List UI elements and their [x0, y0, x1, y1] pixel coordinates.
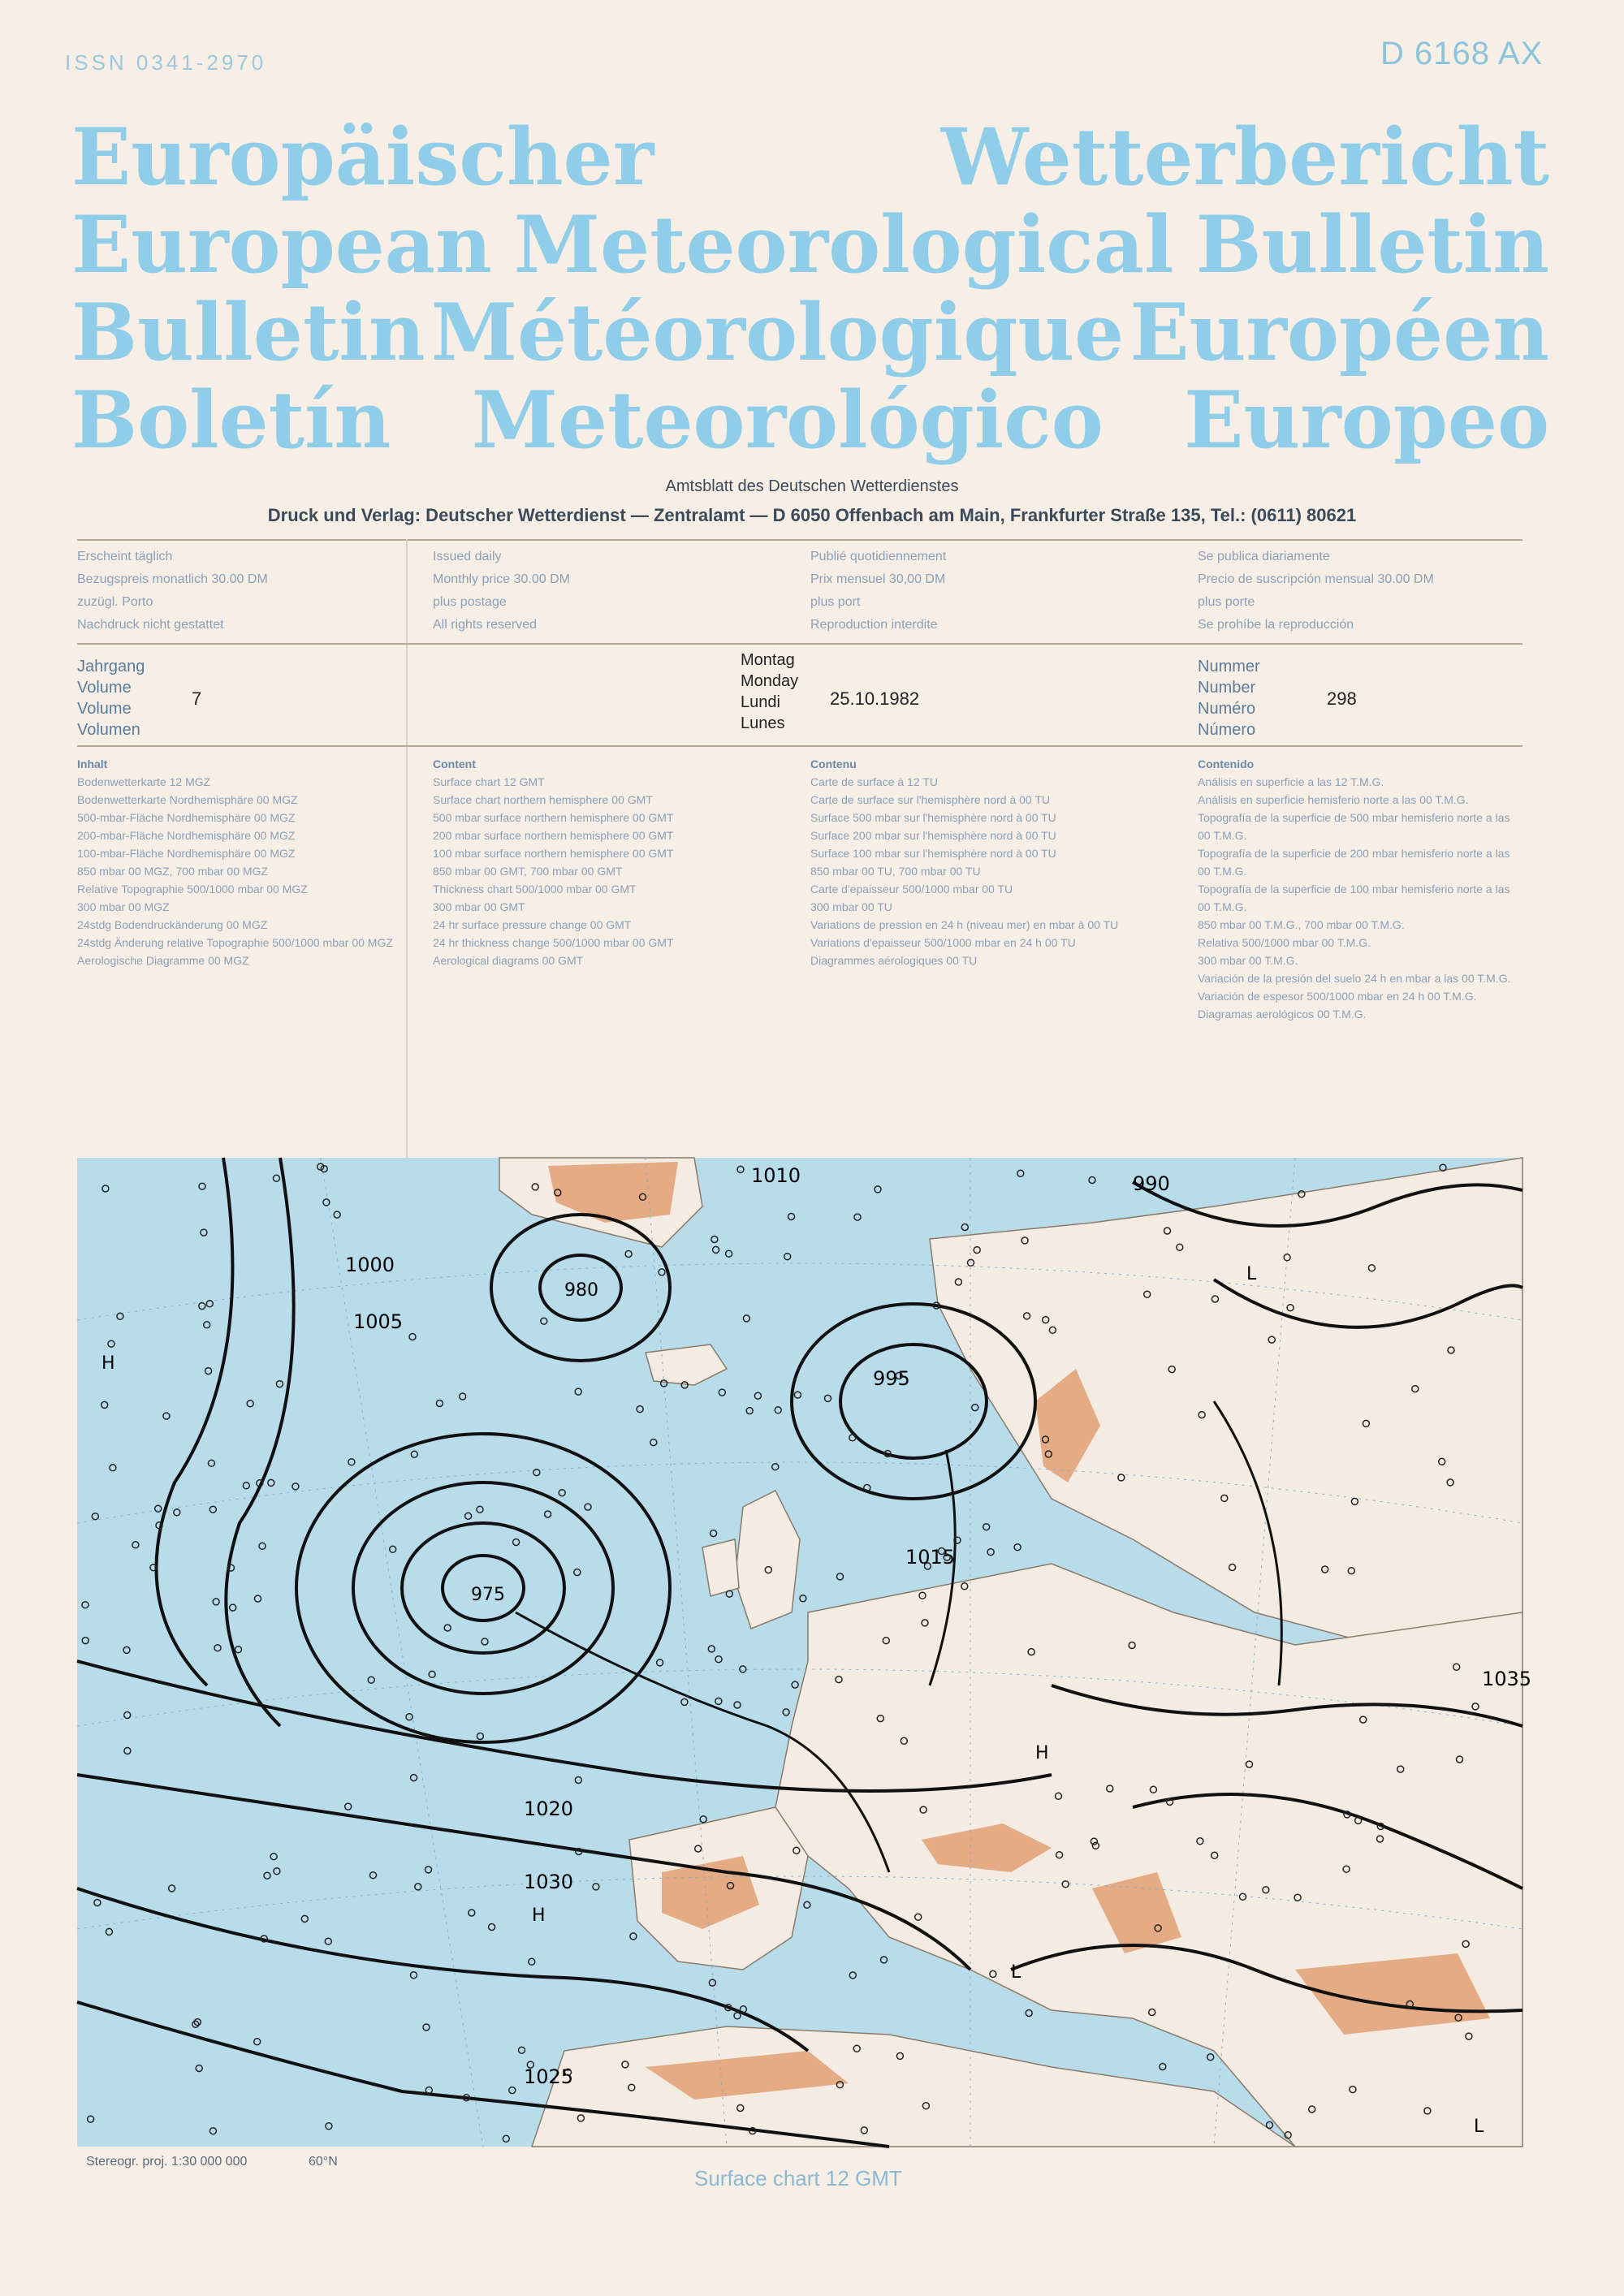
divider	[77, 745, 1522, 747]
station-marker	[987, 1549, 994, 1556]
station-marker	[276, 1381, 283, 1388]
isobar-label: 1025	[524, 2065, 574, 2088]
contents-item: Aerological diagrams 00 GMT	[433, 954, 584, 967]
isobar-label: 980	[564, 1280, 598, 1301]
station-marker	[541, 1318, 547, 1324]
station-marker	[199, 1303, 205, 1310]
station-marker	[513, 1539, 520, 1546]
station-marker	[737, 1166, 744, 1172]
projection-note: Stereogr. proj. 1:30 000 000	[86, 2155, 248, 2169]
contents-item: Variations d'epaisseur 500/1000 mbar en 24 h 00 TU	[810, 936, 1076, 949]
title-word: Européen	[1129, 287, 1549, 378]
sub-line: plus postage	[433, 595, 507, 609]
contents-item: Bodenwetterkarte 12 MGZ	[77, 775, 211, 788]
station-marker	[746, 1408, 753, 1414]
title-word: Wetterbericht	[940, 111, 1549, 203]
contents-fr	[810, 755, 1168, 969]
station-marker	[425, 1867, 432, 1873]
station-marker	[709, 1979, 715, 1986]
high-center: H	[102, 1353, 115, 1374]
isobar-label: 990	[1133, 1172, 1170, 1195]
contents-item: Carte d'epaisseur 500/1000 mbar 00 TU	[810, 883, 1013, 896]
ireland-land	[702, 1539, 739, 1596]
map-caption: Surface chart 12 GMT	[694, 2166, 902, 2190]
sub-line: Bezugspreis monatlich 30.00 DM	[77, 572, 268, 586]
station-marker	[406, 1714, 412, 1720]
issue-number: 298	[1327, 688, 1357, 709]
contents-item: Análisis en superficie hemisferio norte a las 00 T.M.G.	[1198, 793, 1469, 806]
contents-item: 24stdg Bodendruckänderung 00 MGZ	[77, 918, 268, 931]
station-marker	[825, 1395, 831, 1401]
number-label: Numéro	[1198, 700, 1256, 718]
station-marker	[477, 1733, 483, 1740]
station-marker	[788, 1214, 795, 1220]
station-marker	[255, 1595, 261, 1602]
station-marker	[519, 2047, 525, 2053]
title-word: Europäischer	[71, 111, 654, 203]
station-marker	[301, 1915, 308, 1922]
subscription-en	[433, 546, 774, 637]
station-marker	[214, 1645, 221, 1651]
station-marker	[1160, 2064, 1166, 2070]
day-label: Lunes	[741, 714, 785, 732]
station-marker	[837, 1573, 844, 1580]
contents-en	[433, 755, 774, 969]
station-marker	[585, 1504, 591, 1510]
contents-heading: Contenido	[1198, 757, 1255, 770]
contents-item: 850 mbar 00 GMT, 700 mbar 00 GMT	[433, 865, 623, 878]
station-marker	[390, 1546, 396, 1552]
station-marker	[270, 1854, 277, 1860]
day-label: Montag	[741, 651, 795, 669]
station-marker	[657, 1659, 663, 1666]
number-labels	[1198, 656, 1320, 740]
volume-label: Jahrgang	[77, 658, 145, 675]
station-marker	[199, 1183, 205, 1189]
contents-item: 24 hr surface pressure change 00 GMT	[433, 918, 632, 931]
sub-line: Erscheint täglich	[77, 550, 173, 563]
station-marker	[681, 1698, 688, 1705]
sub-line: All rights reserved	[433, 618, 538, 632]
station-marker	[110, 1465, 116, 1471]
station-marker	[334, 1211, 340, 1218]
station-marker	[411, 1451, 417, 1457]
station-marker	[726, 1250, 732, 1257]
station-marker	[92, 1513, 98, 1520]
station-marker	[174, 1509, 180, 1516]
station-marker	[719, 1389, 725, 1396]
contents-item: Surface 500 mbar sur l'hemisphère nord à 00 TU	[810, 811, 1056, 824]
station-marker	[625, 1251, 632, 1258]
contents-item: Carte de surface à 12 TU	[810, 775, 938, 788]
contents-item: Aerologische Diagramme 00 MGZ	[77, 954, 249, 967]
contents-item: 500-mbar-Fläche Nordhemisphäre 00 MGZ	[77, 811, 296, 824]
station-marker	[713, 1246, 719, 1253]
contents-item: Thickness chart 500/1000 mbar 00 GMT	[433, 883, 637, 896]
station-marker	[503, 2135, 509, 2142]
station-marker	[132, 1542, 139, 1548]
contents-item: Diagramas aerológicos 00 T.M.G.	[1198, 1008, 1367, 1021]
volume-label: Volumen	[77, 721, 140, 739]
contents-item: Variations de pression en 24 h (niveau mer) en mbar à 00 TU	[810, 918, 1119, 931]
station-marker	[465, 1513, 472, 1519]
station-marker	[235, 1646, 242, 1653]
isobar-label: 995	[873, 1367, 910, 1390]
contents-item: Surface 200 mbar sur l'hemisphère nord à 00 TU	[810, 829, 1056, 842]
contents-item: Diagrammes aérologiques 00 TU	[810, 954, 978, 967]
station-marker	[370, 1872, 377, 1879]
title-english	[71, 201, 1549, 289]
isobar-label: 1020	[524, 1798, 574, 1820]
title-word: Bulletin	[71, 287, 425, 378]
sub-line: zuzügl. Porto	[77, 595, 153, 609]
contents-item: 300 mbar 00 GMT	[433, 900, 525, 913]
station-marker	[274, 1868, 280, 1875]
subscription-es	[1198, 546, 1522, 637]
volume-label: Volume	[77, 679, 132, 697]
publisher-line: Druck und Verlag: Deutscher Wetterdienst — Zentralamt — D 6050 Offenbach am Main, Frankfurter Straße 135, Tel.: (0611) 80621	[267, 505, 1357, 525]
station-marker	[205, 1368, 212, 1375]
isobar-label: 1010	[751, 1164, 801, 1187]
contents-item: Variación de espesor 500/1000 mbar en 24 h 00 T.M.G.	[1198, 990, 1477, 1003]
station-marker	[169, 1885, 175, 1892]
station-marker	[983, 1524, 990, 1530]
contents-item: 100 mbar surface northern hemisphere 00 GMT	[433, 847, 674, 860]
station-marker	[489, 1924, 495, 1931]
isobar-label: 1000	[345, 1254, 395, 1276]
station-marker	[345, 1803, 352, 1810]
isobar-label: 1015	[905, 1546, 956, 1569]
number-label: Nummer	[1198, 658, 1260, 675]
station-marker	[102, 1185, 109, 1192]
contents-item: Topografía de la superficie de 500 mbar hemisferio norte a las 00 T.M.G.	[1198, 811, 1510, 842]
station-marker	[715, 1656, 722, 1663]
station-marker	[368, 1677, 374, 1683]
sub-line: Precio de suscripción mensual 30.00 DM	[1198, 572, 1434, 586]
sub-line: plus porte	[1198, 595, 1255, 609]
station-marker	[268, 1479, 274, 1486]
station-marker	[411, 1775, 417, 1781]
station-marker	[108, 1340, 114, 1347]
station-marker	[123, 1646, 130, 1653]
title-word: Boletín	[71, 374, 391, 466]
station-marker	[1026, 2010, 1032, 2017]
contents-item: Topografía de la superficie de 100 mbar hemisferio norte a las 00 T.M.G.	[1198, 883, 1510, 913]
surface-weather-map	[77, 1158, 1532, 2147]
station-marker	[444, 1625, 451, 1631]
station-marker	[1017, 1170, 1024, 1176]
station-marker	[700, 1816, 706, 1823]
station-marker	[794, 1392, 801, 1398]
station-marker	[259, 1543, 266, 1549]
station-marker	[1089, 1177, 1095, 1184]
station-marker	[436, 1400, 443, 1407]
station-marker	[477, 1506, 483, 1513]
station-marker	[409, 1334, 416, 1340]
contents-item: Relative Topographie 500/1000 mbar 00 MGZ	[77, 883, 308, 896]
subscription-fr	[810, 546, 1168, 637]
station-marker	[529, 1958, 535, 1965]
station-marker	[230, 1604, 236, 1611]
contents-item: 850 mbar 00 T.M.G., 700 mbar 00 T.M.G.	[1198, 918, 1405, 931]
station-marker	[710, 1530, 717, 1537]
station-marker	[545, 1511, 551, 1517]
station-marker	[961, 1224, 968, 1231]
contents-item: 300 mbar 00 T.M.G.	[1198, 954, 1298, 967]
station-marker	[155, 1505, 162, 1512]
contents-item: Bodenwetterkarte Nordhemisphäre 00 MGZ	[77, 793, 298, 806]
station-marker	[800, 1595, 806, 1602]
station-marker	[1014, 1544, 1021, 1551]
contents-item: Surface 100 mbar sur l'hemisphère nord à 00 TU	[810, 847, 1056, 860]
station-marker	[559, 1490, 565, 1496]
station-marker	[792, 1681, 798, 1688]
sub-line: Nachdruck nicht gestattet	[77, 618, 224, 632]
sub-line: Publié quotidiennement	[810, 550, 947, 563]
divider	[77, 539, 1522, 541]
africa-land	[532, 2026, 1295, 2147]
station-marker	[94, 1900, 101, 1906]
contents-item: Carte de surface sur l'hemisphère nord à 00 TU	[810, 793, 1051, 806]
station-marker	[163, 1413, 170, 1419]
contents-item: 24stdg Änderung relative Topographie 500/1000 mbar 00 MGZ	[77, 936, 393, 949]
station-marker	[213, 1599, 219, 1605]
contents-item: 850 mbar 00 TU, 700 mbar 00 TU	[810, 865, 981, 878]
station-marker	[575, 1777, 581, 1784]
isobar-label: 975	[471, 1585, 505, 1605]
station-marker	[1207, 2054, 1214, 2061]
sub-line: Issued daily	[433, 550, 502, 563]
station-marker	[196, 2065, 202, 2072]
official-gazette-line: Amtsblatt des Deutschen Wetterdienstes	[665, 477, 959, 495]
day-labels	[741, 650, 838, 734]
station-marker	[209, 2128, 216, 2134]
station-marker	[775, 1407, 781, 1413]
station-marker	[630, 1933, 637, 1940]
latitude-note: 60°N	[309, 2155, 338, 2169]
title-word: Meteorológico	[471, 374, 1104, 466]
station-marker	[743, 1315, 749, 1322]
volume-value: 7	[192, 688, 202, 709]
contents-item: Variación de la presión del suelo 24 h en mbar a las 00 T.M.G.	[1198, 972, 1511, 985]
subscription-de	[77, 546, 402, 637]
sub-line: Reproduction interdite	[810, 618, 938, 632]
station-marker	[574, 1569, 581, 1576]
sub-line: Se publica diariamente	[1198, 550, 1330, 563]
contents-item: 100-mbar-Fläche Nordhemisphäre 00 MGZ	[77, 847, 296, 860]
day-label: Lundi	[741, 693, 780, 711]
station-marker	[243, 1482, 249, 1489]
contents-item: Surface chart 12 GMT	[433, 775, 545, 788]
title-block	[71, 111, 1549, 466]
station-marker	[804, 1901, 810, 1908]
weather-map-svg	[77, 1158, 1532, 2147]
contents-item: 500 mbar surface northern hemisphere 00 GMT	[433, 811, 674, 824]
station-marker	[854, 1214, 861, 1220]
contents-de	[77, 755, 402, 969]
contents-heading: Inhalt	[77, 757, 108, 770]
document-number: D 6168 AX	[1380, 36, 1544, 71]
contents-item: 200 mbar surface northern hemisphere 00 GMT	[433, 829, 674, 842]
station-marker	[273, 1175, 279, 1181]
station-marker	[88, 2116, 94, 2122]
station-marker	[784, 1254, 791, 1260]
title-word: Europeo	[1184, 374, 1549, 466]
station-marker	[326, 2123, 332, 2130]
station-marker	[734, 1702, 741, 1708]
contents-heading: Contenu	[810, 757, 857, 770]
station-marker	[124, 1712, 131, 1719]
station-marker	[325, 1938, 331, 1944]
station-marker	[423, 2024, 430, 2031]
issue-date: 25.10.1982	[830, 688, 920, 709]
station-marker	[715, 1698, 722, 1704]
station-marker	[348, 1459, 355, 1465]
station-marker	[117, 1313, 123, 1319]
contents-item: 24 hr thickness change 500/1000 mbar 00 GMT	[433, 936, 674, 949]
british-isles-land	[735, 1491, 800, 1629]
station-marker	[849, 1972, 856, 1979]
contents-item: Topografía de la superficie de 200 mbar hemisferio norte a las 00 T.M.G.	[1198, 847, 1510, 878]
low-center: L	[1474, 2117, 1484, 2137]
station-marker	[209, 1506, 216, 1513]
station-marker	[659, 1269, 665, 1275]
contents-es	[1198, 755, 1522, 1023]
station-marker	[411, 1972, 417, 1979]
station-marker	[734, 2013, 741, 2019]
isobar-label: 1030	[524, 1871, 574, 1893]
contents-item: Surface chart northern hemisphere 00 GMT	[433, 793, 653, 806]
title-word: Meteorological	[513, 199, 1174, 291]
station-marker	[593, 1884, 599, 1890]
station-marker	[1267, 2121, 1273, 2128]
station-marker	[415, 1884, 421, 1890]
station-marker	[102, 1401, 108, 1408]
station-marker	[208, 1460, 214, 1466]
iceland-land	[646, 1344, 727, 1385]
volume-label: Volume	[77, 700, 132, 718]
contents-item: Relativa 500/1000 mbar 00 T.M.G.	[1198, 936, 1371, 949]
station-marker	[106, 1928, 112, 1935]
station-marker	[429, 1671, 435, 1677]
title-spanish	[71, 374, 1549, 466]
station-marker	[711, 1236, 718, 1243]
contents-heading: Content	[433, 757, 476, 770]
divider	[77, 643, 1522, 645]
station-marker	[323, 1199, 330, 1206]
station-marker	[881, 1957, 888, 1963]
station-marker	[124, 1748, 131, 1754]
station-marker	[575, 1388, 581, 1395]
contents-item: 200-mbar-Fläche Nordhemisphäre 00 MGZ	[77, 829, 296, 842]
high-center: H	[1035, 1743, 1049, 1763]
station-marker	[460, 1393, 466, 1400]
title-word: European	[71, 199, 492, 291]
number-label: Número	[1198, 721, 1256, 739]
volume-labels	[77, 656, 202, 740]
station-marker	[204, 1322, 210, 1328]
station-marker	[247, 1400, 253, 1407]
station-marker	[726, 1590, 732, 1597]
station-marker	[201, 1229, 207, 1236]
station-marker	[469, 1910, 475, 1916]
station-marker	[82, 1638, 89, 1644]
high-center: H	[532, 1905, 546, 1926]
contents-item: Análisis en superficie a las 12 T.M.G.	[1198, 775, 1384, 788]
station-marker	[482, 1638, 488, 1645]
station-marker	[972, 1405, 978, 1411]
station-marker	[292, 1483, 299, 1490]
sub-line: Monthly price 30.00 DM	[433, 572, 570, 586]
station-marker	[637, 1406, 643, 1413]
sub-line: Prix mensuel 30,00 DM	[810, 572, 946, 586]
station-marker	[425, 2087, 432, 2094]
station-marker	[82, 1602, 89, 1608]
day-label: Monday	[741, 672, 799, 690]
sub-line: plus port	[810, 595, 861, 609]
station-marker	[849, 1435, 856, 1441]
number-label: Number	[1198, 679, 1256, 697]
station-marker	[740, 1666, 746, 1672]
title-word: Météorologique	[430, 287, 1125, 378]
station-marker	[650, 1439, 657, 1446]
station-marker	[254, 2039, 261, 2045]
sub-line: Se prohíbe la reproducción	[1198, 618, 1354, 632]
isobar-label: 1005	[353, 1310, 404, 1333]
station-marker	[772, 1464, 779, 1470]
title-word: Bulletin	[1195, 199, 1549, 291]
station-marker	[783, 1709, 789, 1716]
title-german	[71, 111, 1549, 203]
isobar-label: 1035	[1482, 1668, 1532, 1690]
contents-item: 300 mbar 00 MGZ	[77, 900, 170, 913]
station-marker	[875, 1186, 881, 1193]
contents-item: 300 mbar 00 TU	[810, 900, 892, 913]
station-marker	[264, 1872, 270, 1879]
contents-item: 850 mbar 00 MGZ, 700 mbar 00 MGZ	[77, 865, 268, 878]
station-marker	[509, 2087, 516, 2094]
low-center: L	[1246, 1264, 1257, 1284]
station-marker	[754, 1392, 761, 1399]
issn-number: ISSN 0341-2970	[65, 50, 267, 75]
station-marker	[708, 1646, 715, 1652]
title-french	[71, 289, 1549, 377]
low-center: L	[1011, 1962, 1021, 1983]
